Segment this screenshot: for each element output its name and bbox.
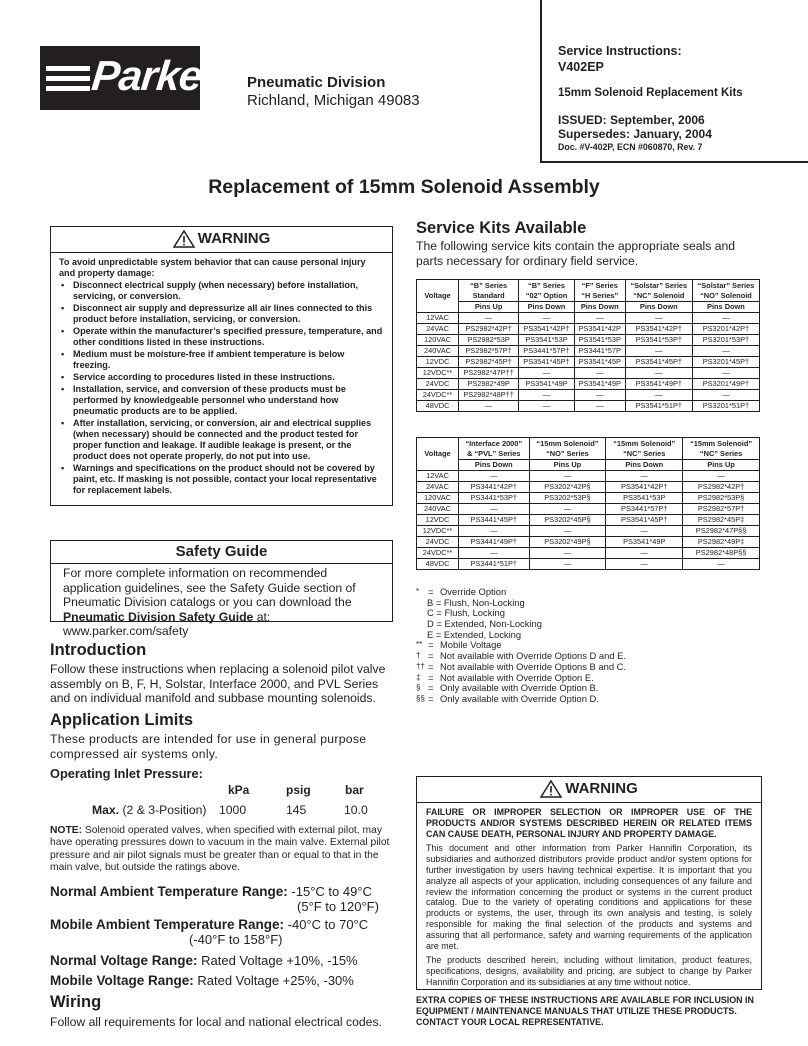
series-header-line1: “15mm Solenoid”: [613, 438, 676, 448]
kit-cell: —: [606, 559, 683, 570]
kit-cell: PS3202*53P§: [529, 493, 606, 504]
warning-item: [59, 463, 384, 496]
warning-item: [59, 418, 384, 462]
voltage-cell: 120VAC: [417, 493, 459, 504]
series-header-line2: “02” Option: [525, 290, 568, 300]
kit-cell: PS3441*49P†: [459, 537, 530, 548]
series-header-line2: “NC” Solenoid: [633, 290, 685, 300]
series-header-line2: “NC” Series: [623, 448, 666, 458]
legend-equals: =: [428, 639, 434, 651]
page-title: Replacement of 15mm Solenoid Assembly: [208, 176, 600, 198]
legend-text: Only available with Override Option D.: [440, 692, 599, 704]
warning-item: [59, 384, 384, 417]
warning-item: [59, 280, 384, 302]
max-kpa: 1000: [219, 803, 247, 817]
series-header: [606, 438, 683, 460]
warning-item-text: Disconnect electrical supply (when necessary) before installation, servicing, or conversion.: [73, 280, 359, 301]
legend-symbol: **: [416, 640, 423, 650]
mobile-temp-value: -40°C to 70°C: [284, 917, 369, 932]
table-row: [417, 390, 760, 401]
warning-item-text: Operate within the manufacturer’s specified pressure, temperature, and other conditions listed in these instructions.: [73, 326, 383, 347]
warning2-bold-para: FAILURE OR IMPROPER SELECTION OR IMPROPER USE OF THE PRODUCTS AND/OR SYSTEMS DESCRIBED HEREIN OR RELATED ITEMS CAN CAUSE DEATH, PERSONAL INJURY AND PROPERTY DAMAGE.: [426, 807, 752, 839]
kit-cell: PS2982*42P†: [459, 324, 519, 335]
issued-date: ISSUED: September, 2006: [558, 113, 705, 127]
legend-symbol: ††: [416, 661, 425, 671]
legend-text: Not available with Override Options B and C.: [440, 660, 627, 672]
warning-triangle-icon: [173, 230, 195, 248]
series-header: [519, 280, 575, 302]
kit-cell: —: [529, 548, 606, 559]
mobile-temp-label: Mobile Ambient Temperature Range:: [50, 917, 285, 932]
wiring-heading: Wiring: [50, 993, 102, 1011]
kit-cell: PS3541*45P†: [606, 515, 683, 526]
series-header: [625, 280, 692, 302]
table-row: [417, 515, 760, 526]
service-kits-table-1: [416, 279, 760, 412]
warning-item-text: Disconnect air supply and depressurize all air lines connected to this product before installation, servicing, or conversion.: [73, 303, 373, 324]
kit-cell: —: [683, 559, 760, 570]
series-header-line1: “Solstar” Series: [697, 280, 755, 290]
kit-cell: PS2982*57P†: [683, 504, 760, 515]
legend-text: Override Option: [440, 586, 507, 597]
kit-cell: PS3541*49P: [519, 379, 575, 390]
voltage-cell: 24VDC**: [417, 548, 459, 559]
normal-voltage-range: [50, 953, 358, 968]
legend-equals: =: [428, 692, 434, 704]
series-header-line1: “B” Series: [528, 280, 565, 290]
legend-symbol: §§: [416, 693, 425, 703]
pins-header: Pins Down: [519, 302, 575, 313]
kit-cell: PS3541*49P†: [625, 379, 692, 390]
note-text: Solenoid operated valves, when specified with external pilot, may have operating pressures down to vacuum in the main valve. External pilot pressure and air pilot signals must be greater than or equal to that in the main valve, but outside the ratings above.: [50, 825, 390, 874]
warning-item: [59, 349, 384, 371]
series-header-line2: “NC” Series: [699, 448, 743, 458]
pins-header: Pins Down: [606, 460, 683, 471]
series-header: [459, 280, 519, 302]
division-location: Richland, Michigan 49083: [247, 92, 420, 109]
table-header-row: [417, 438, 760, 460]
normal-voltage-label: Normal Voltage Range:: [50, 953, 198, 968]
col-kpa: kPa: [228, 783, 250, 797]
series-header: [683, 438, 760, 460]
kit-cell: PS2982*48P§§: [683, 548, 760, 559]
application-limits-heading: Application Limits: [50, 711, 194, 729]
parker-logo: [40, 46, 220, 110]
mobile-voltage-label: Mobile Voltage Range:: [50, 973, 194, 988]
series-header-line1: “B” Series: [470, 280, 508, 290]
series-header-line2: “NO” Series: [546, 448, 589, 458]
table-row: [417, 335, 760, 346]
col-bar: bar: [345, 783, 364, 797]
warning-item: [59, 303, 384, 325]
kit-cell: PS3541*42P: [574, 324, 625, 335]
kit-cell: —: [683, 471, 760, 482]
warning-box-2: [416, 776, 762, 990]
legend-text: E = Extended, Locking: [427, 628, 522, 640]
kit-title: 15mm Solenoid Replacement Kits: [558, 87, 743, 99]
kit-cell: —: [625, 313, 692, 324]
warning-list: [59, 280, 384, 496]
voltage-cell: 48VDC: [417, 559, 459, 570]
warning2-heading: WARNING: [565, 780, 638, 797]
table-row: [417, 537, 760, 548]
legend-text: Only available with Override Option B.: [440, 682, 599, 694]
normal-temp-value-f: (5°F to 120°F): [297, 899, 379, 914]
series-header-line2: “NO” Solenoid: [700, 290, 752, 300]
pins-header: Pins Down: [692, 302, 759, 313]
bullet-icon: •: [61, 372, 65, 382]
kit-cell: PS2982*49P‡: [683, 537, 760, 548]
warning-item-text: Service according to procedures listed in these instructions.: [73, 372, 335, 382]
table-row: [417, 559, 760, 570]
safety-guide-box: [50, 540, 393, 639]
kit-cell: PS3541*49P: [574, 379, 625, 390]
legend-symbol: ‡: [416, 672, 421, 682]
kit-cell: PS3441*42P†: [459, 482, 530, 493]
voltage-header: Voltage: [417, 438, 459, 471]
kit-cell: —: [459, 504, 530, 515]
warning-box: [50, 226, 393, 506]
kit-cell: —: [529, 526, 606, 537]
legend-row: [416, 694, 760, 705]
legend-text: Not available with Override Option E.: [440, 671, 594, 683]
max-sub: (2 & 3-Position): [119, 803, 207, 817]
kit-cell: —: [692, 346, 759, 357]
kit-cell: PS3202*45P§: [529, 515, 606, 526]
introduction-text: Follow these instructions when replacing a solenoid pilot valve assembly on B, F, H, Solstar, Interface 2000, and PVL Series and on individual manifold and subbase mounting solenoids.: [50, 662, 386, 706]
voltage-cell: 120VAC: [417, 335, 459, 346]
kit-cell: PS3541*45P†: [625, 357, 692, 368]
legend-symbol: †: [416, 651, 421, 661]
warning-item-text: After installation, servicing, or conversion, air and electrical supplies (when necessary) should be connected and the product tested for proper function and leakage. If audible leakage is present, or the product does not operate properly, do not put into use.: [73, 418, 372, 461]
kit-cell: PS3202*49P§: [529, 537, 606, 548]
kit-cell: PS2982*57P†: [459, 346, 519, 357]
voltage-cell: 12VDC: [417, 357, 459, 368]
kit-cell: —: [459, 313, 519, 324]
doc-code: V402EP: [558, 60, 604, 74]
kit-cell: —: [529, 559, 606, 570]
kit-cell: PS3201*53P†: [692, 335, 759, 346]
bullet-icon: •: [61, 280, 65, 290]
kit-cell: —: [574, 313, 625, 324]
table-row: [417, 324, 760, 335]
series-header-line2: Standard: [472, 290, 505, 300]
max-bar: 10.0: [344, 803, 368, 817]
safety-guide-url[interactable]: at: www.parker.com/safety: [63, 609, 271, 639]
note-label: NOTE:: [50, 825, 83, 836]
series-header-line1: “15mm Solenoid”: [536, 438, 599, 448]
kit-cell: —: [574, 390, 625, 401]
warning-item-text: Warnings and specifications on the product should not be covered by paint, etc. If masking is not possible, contact your local representative for replacement labels.: [73, 463, 377, 495]
kit-cell: PS3441*53P†: [459, 493, 530, 504]
kit-cell: PS3541*45P†: [519, 357, 575, 368]
series-header-line2: “H Series”: [581, 290, 619, 300]
table-row: [417, 401, 760, 412]
voltage-cell: 24VAC: [417, 482, 459, 493]
pins-row: [417, 302, 760, 313]
max-psig: 145: [286, 803, 307, 817]
service-kits-heading: Service Kits Available: [416, 219, 587, 237]
table-row: [417, 504, 760, 515]
kit-cell: PS2982*47P§§: [683, 526, 760, 537]
footnote-legend: [416, 587, 760, 705]
series-header: [574, 280, 625, 302]
series-header-line1: “Interface 2000”: [465, 438, 523, 448]
legend-text: B = Flush, Non-Locking: [427, 596, 525, 608]
legend-equals: =: [428, 660, 434, 672]
kit-cell: PS3541*53P: [606, 493, 683, 504]
kit-cell: PS3541*49P: [606, 537, 683, 548]
kit-cell: PS3541*53P: [574, 335, 625, 346]
table-row: [417, 368, 760, 379]
kit-cell: PS3541*51P†: [625, 401, 692, 412]
max-label: Max.: [92, 803, 120, 817]
kit-cell: PS2982*49P: [459, 379, 519, 390]
legend-symbol: §: [416, 683, 421, 693]
warning-item: [59, 372, 384, 383]
kit-cell: PS3541*45P: [574, 357, 625, 368]
warning2-para1: This document and other information from Parker Hannifin Corporation, its subsidiaries and authorized distributors provide product and/or system options for further investigation by users having technical expertise. It is important that you analyze all aspects of your application, including consequences of any failure and review the information concerning the product or systems in the current product catalog. Due to the variety of operating conditions and applications for these products or systems, the user, through its own analysis and testing, is solely responsible for making the final selection of the products and systems and assuring that all performance, safety and warning requirements of the application are met.: [426, 843, 752, 951]
kit-cell: PS2982*48P††: [459, 390, 519, 401]
voltage-cell: 24VDC**: [417, 390, 459, 401]
kit-cell: PS3541*42P†: [606, 482, 683, 493]
kit-cell: —: [459, 471, 530, 482]
kit-cell: —: [625, 368, 692, 379]
warning-heading-row: [51, 227, 392, 253]
series-header: [529, 438, 606, 460]
kit-cell: —: [459, 401, 519, 412]
warning-intro: To avoid unpredictable system behavior that can cause personal injury and property damage:: [59, 257, 366, 278]
service-kits-text: The following service kits contain the appropriate seals and parts necessary for ordinary field service.: [416, 239, 736, 268]
normal-temp-range: [50, 884, 372, 899]
pins-header: Pins Up: [529, 460, 606, 471]
legend-equals: =: [428, 650, 434, 662]
kit-cell: —: [529, 504, 606, 515]
kit-cell: PS2982*45P†: [459, 357, 519, 368]
pressure-heading: Operating Inlet Pressure:: [50, 766, 203, 781]
legend-equals: =: [428, 671, 434, 683]
voltage-cell: 240VAC: [417, 504, 459, 515]
warning2-para2: The products described herein, including without limitation, product features, specifications, designs, availability and pricing, are subject to change by Parker Hannifin Corporation and its subsidiaries at any time without notice.: [426, 955, 752, 987]
warning-heading: WARNING: [197, 230, 271, 247]
normal-temp-value: -15°C to 49°C: [287, 884, 372, 899]
table-row: [417, 313, 760, 324]
kit-cell: PS3201*45P†: [692, 357, 759, 368]
bullet-icon: •: [61, 349, 65, 359]
bullet-icon: •: [61, 418, 65, 428]
legend-equals: =: [428, 586, 434, 597]
table-row: [417, 357, 760, 368]
series-header-line1: “15mm Solenoid”: [690, 438, 753, 448]
table-row: [417, 493, 760, 504]
table-header-row: [417, 280, 760, 302]
kit-cell: —: [459, 526, 530, 537]
table-row: [417, 482, 760, 493]
kit-cell: PS3201*49P†: [692, 379, 759, 390]
wiring-text: Follow all requirements for local and national electrical codes.: [50, 1015, 382, 1029]
mobile-voltage-range: [50, 973, 354, 988]
mobile-voltage-value: Rated Voltage +25%, -30%: [193, 973, 354, 988]
warning-item-text: Medium must be moisture-free if ambient temperature is below freezing.: [73, 349, 345, 370]
kit-cell: —: [574, 401, 625, 412]
bullet-icon: •: [61, 303, 65, 313]
supersedes-date: Supersedes: January, 2004: [558, 127, 712, 141]
safety-guide-link-text[interactable]: Pneumatic Division Safety Guide: [63, 609, 254, 624]
kit-cell: PS3441*57P†: [519, 346, 575, 357]
kit-cell: —: [606, 548, 683, 559]
kit-cell: —: [692, 390, 759, 401]
bullet-icon: •: [61, 326, 65, 336]
normal-voltage-value: Rated Voltage +10%, -15%: [197, 953, 358, 968]
kit-cell: —: [606, 471, 683, 482]
col-psig: psig: [286, 783, 311, 797]
kit-cell: —: [519, 368, 575, 379]
warning-item-text: Installation, service, and conversion of these products must be performed by knowledgeable personnel who understand how pneumatic products are to be applied.: [73, 384, 346, 416]
voltage-cell: 12VDC**: [417, 526, 459, 537]
voltage-header: Voltage: [417, 280, 459, 313]
warning-triangle-icon: [540, 780, 562, 798]
kit-cell: PS2982*47P††: [459, 368, 519, 379]
kit-cell: —: [459, 548, 530, 559]
table-row: [417, 346, 760, 357]
kit-cell: —: [574, 368, 625, 379]
series-header-line2: & “PVL” Series: [467, 448, 521, 458]
voltage-cell: 12VAC: [417, 471, 459, 482]
max-pressure-label: [92, 803, 207, 817]
voltage-cell: 12VAC: [417, 313, 459, 324]
kit-cell: PS2982*53P: [459, 335, 519, 346]
voltage-cell: 48VDC: [417, 401, 459, 412]
table-row: [417, 548, 760, 559]
bullet-icon: •: [61, 384, 65, 394]
kit-cell: PS3441*45P†: [459, 515, 530, 526]
series-header-line1: “F” Series: [581, 280, 618, 290]
kit-cell: PS2982*42P†: [683, 482, 760, 493]
mobile-temp-range: [50, 917, 368, 932]
kit-cell: PS2982*53P§: [683, 493, 760, 504]
legend-equals: =: [428, 682, 434, 694]
safety-guide-text: [51, 564, 392, 641]
pins-header: Pins Down: [625, 302, 692, 313]
voltage-cell: 24VAC: [417, 324, 459, 335]
extra-copies-note: EXTRA COPIES OF THESE INSTRUCTIONS ARE AVAILABLE FOR INCLUSION IN EQUIPMENT / MAINTENANCE MANUALS THAT UTILIZE THESE PRODUCTS. CONTACT YOUR LOCAL REPRESENTATIVE.: [416, 995, 754, 1027]
division-name: Pneumatic Division: [247, 74, 386, 91]
pins-header: Pins Up: [683, 460, 760, 471]
document-info-box: [540, 0, 808, 163]
series-header: [459, 438, 530, 460]
kit-cell: PS3201*42P†: [692, 324, 759, 335]
logo-text: Parker: [89, 52, 220, 99]
service-kits-table-2: [416, 437, 760, 570]
warning2-heading-row: [417, 777, 761, 803]
kit-cell: PS3441*51P†: [459, 559, 530, 570]
legend-text: C = Flush, Locking: [427, 607, 505, 619]
mobile-temp-value-f: (-40°F to 158°F): [189, 932, 283, 947]
pins-header: Pins Up: [459, 302, 519, 313]
pins-row: [417, 460, 760, 471]
kit-cell: —: [625, 346, 692, 357]
kit-cell: —: [519, 390, 575, 401]
pressure-note: [50, 825, 394, 875]
voltage-cell: 12VDC**: [417, 368, 459, 379]
kit-cell: —: [625, 390, 692, 401]
application-limits-text: These products are intended for use in general purpose compressed air systems only.: [50, 732, 367, 761]
voltage-cell: 24VDC: [417, 537, 459, 548]
kit-cell: PS2982*45P‡: [683, 515, 760, 526]
kit-cell: —: [519, 313, 575, 324]
series-header-line1: “Solstar” Series: [630, 280, 688, 290]
doc-number: Doc. #V-402P, ECN #060870, Rev. 7: [558, 142, 703, 152]
kit-cell: PS3541*53P†: [625, 335, 692, 346]
legend-text: Not available with Override Options D and E.: [440, 650, 627, 662]
table-row: [417, 379, 760, 390]
warning-body: [51, 253, 392, 496]
pins-header: Pins Down: [459, 460, 530, 471]
kit-cell: PS3441*57P: [574, 346, 625, 357]
warning2-body: [417, 803, 761, 988]
voltage-cell: 24VDC: [417, 379, 459, 390]
bullet-icon: •: [61, 463, 65, 473]
voltage-cell: 12VDC: [417, 515, 459, 526]
pins-header: Pins Down: [574, 302, 625, 313]
safety-guide-text-a: For more complete information on recommended application guidelines, see the Safety Guide section of Pneumatic Division catalogs or you can download the: [63, 566, 356, 610]
series-header: [692, 280, 759, 302]
kit-cell: PS3202*42P§: [529, 482, 606, 493]
kit-cell: —: [519, 401, 575, 412]
table-row: [417, 526, 760, 537]
warning-item: [59, 326, 384, 348]
kit-cell: PS3541*53P: [519, 335, 575, 346]
kit-cell: —: [692, 368, 759, 379]
service-label: Service Instructions:: [558, 44, 682, 58]
kit-cell: —: [692, 313, 759, 324]
legend-text: D = Extended, Non-Locking: [427, 618, 542, 630]
legend-text: Mobile Voltage: [440, 639, 502, 651]
legend-row: [416, 662, 760, 673]
kit-cell: —: [606, 526, 683, 537]
kit-cell: PS3541*42P†: [519, 324, 575, 335]
kit-cell: PS3541*42P†: [625, 324, 692, 335]
kit-cell: PS3441*57P†: [606, 504, 683, 515]
safety-guide-heading: Safety Guide: [51, 541, 392, 564]
kit-cell: —: [529, 471, 606, 482]
kit-cell: PS3201*51P†: [692, 401, 759, 412]
table-row: [417, 471, 760, 482]
introduction-heading: Introduction: [50, 641, 147, 659]
normal-temp-label: Normal Ambient Temperature Range:: [50, 884, 288, 899]
voltage-cell: 240VAC: [417, 346, 459, 357]
legend-symbol: *: [416, 587, 420, 596]
